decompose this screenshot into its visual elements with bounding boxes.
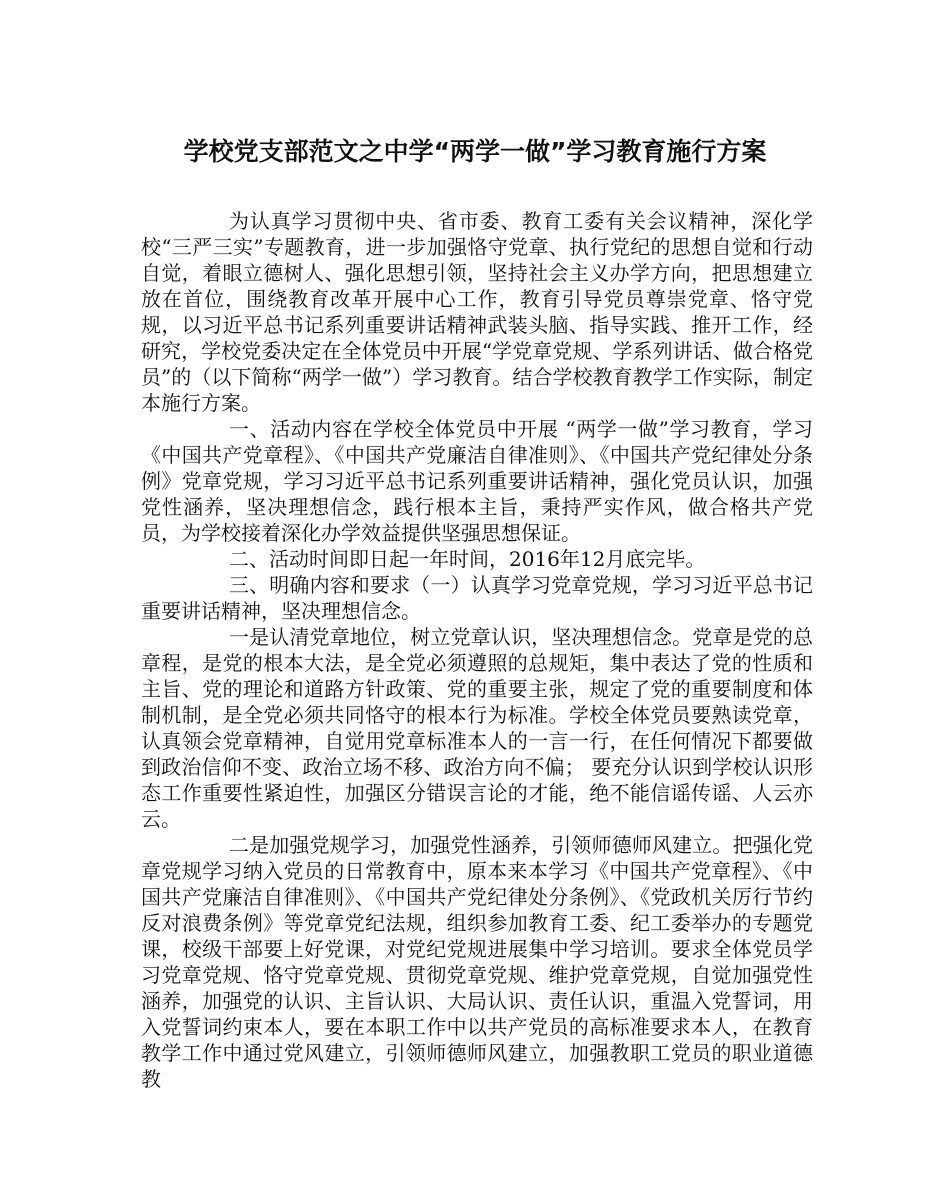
document-title: 学校党支部范文之中学“两学一做”学习教育施行方案 xyxy=(183,137,767,166)
paragraph-point-one: 一是认清党章地位，树立党章认识，坚决理想信念。党章是党的总章程，是党的根本大法，是全党必须遵照的总规矩，集中表达了党的性质和主旨、党的理论和道路方针政策、党的重要主张，规定了党的重要制度和体制机制，是全党必须共同恪守的根本行为标准。学校全体党员要熟读党章，认真领会党章精神，自觉用党章标准本人的一言一行，在任何情况下都要做到政治信仰不变、政治立场不移、政治方向不偏； 要充分认识到学校认识形态工作重要性紧迫性，加强区分错误言论的才能，绝不能信谣传谣、人云亦云。 xyxy=(141,625,813,831)
document-body xyxy=(141,208,813,1092)
paragraph-point-two: 二是加强党规学习，加强党性涵养，引领师德师风建立。把强化党章党规学习纳入党员的日常教育中，原本来本学习《中国共产党章程》、《中国共产党廉洁自律准则》、《中国共产党纪律处分条例》、《党政机关厉行节约反对浪费条例》等党章党纪法规，组织参加教育工委、纪工委举办的专题党课，校级干部要上好党课，对党纪党规进展集中学习培训。要求全体党员学习党章党规、恪守党章党规、贯彻党章党规、维护党章党规，自觉加强党性涵养，加强党的认识、主旨认识、大局认识、责任认识，重温入党誓词，用入党誓词约束本人，要在本职工作中以共产党员的高标准要求本人，在教育教学工作中通过党风建立，引领师德师风建立，加强教职工党员的职业道德教 xyxy=(141,833,813,1091)
paragraph-intro: 为认真学习贯彻中央、省市委、教育工委有关会议精神，深化学校“三严三实”专题教育，进一步加强恪守党章、执行党纪的思想自觉和行动自觉，着眼立德树人、强化思想引领，坚持社会主义办学方向，把思想建立放在首位，围绕教育改革开展中心工作，教育引导党员尊崇党章、恪守党规，以习近平总书记系列重要讲话精神武装头脑、指导实践、推开工作，经研究，学校党委决定在全体党员中开展“学党章党规、学系列讲话、做合格党员”的（以下简称“两学一做”）学习教育。结合学校教育教学工作实际，制定本施行方案。 xyxy=(141,209,813,415)
paragraph-activity-content: 一、活动内容在学校全体党员中开展 “两学一做”学习教育，学习《中国共产党章程》、《中国共产党廉洁自律准则》、《中国共产党纪律处分条例》党章党规，学习习近平总书记系列重要讲话精神，强化党员认识，加强党性涵养，坚决理想信念，践行根本主旨，秉持严实作风，做合格共产党员，为学校接着深化办学效益提供坚强思想保证。 xyxy=(141,417,813,545)
paragraph-activity-time: 二、活动时间即日起一年时间，2016年12月底完毕。 xyxy=(229,547,706,571)
paragraph-requirements: 三、明确内容和要求（一）认真学习党章党规，学习习近平总书记重要讲话精神，坚决理想信念。 xyxy=(141,573,813,623)
